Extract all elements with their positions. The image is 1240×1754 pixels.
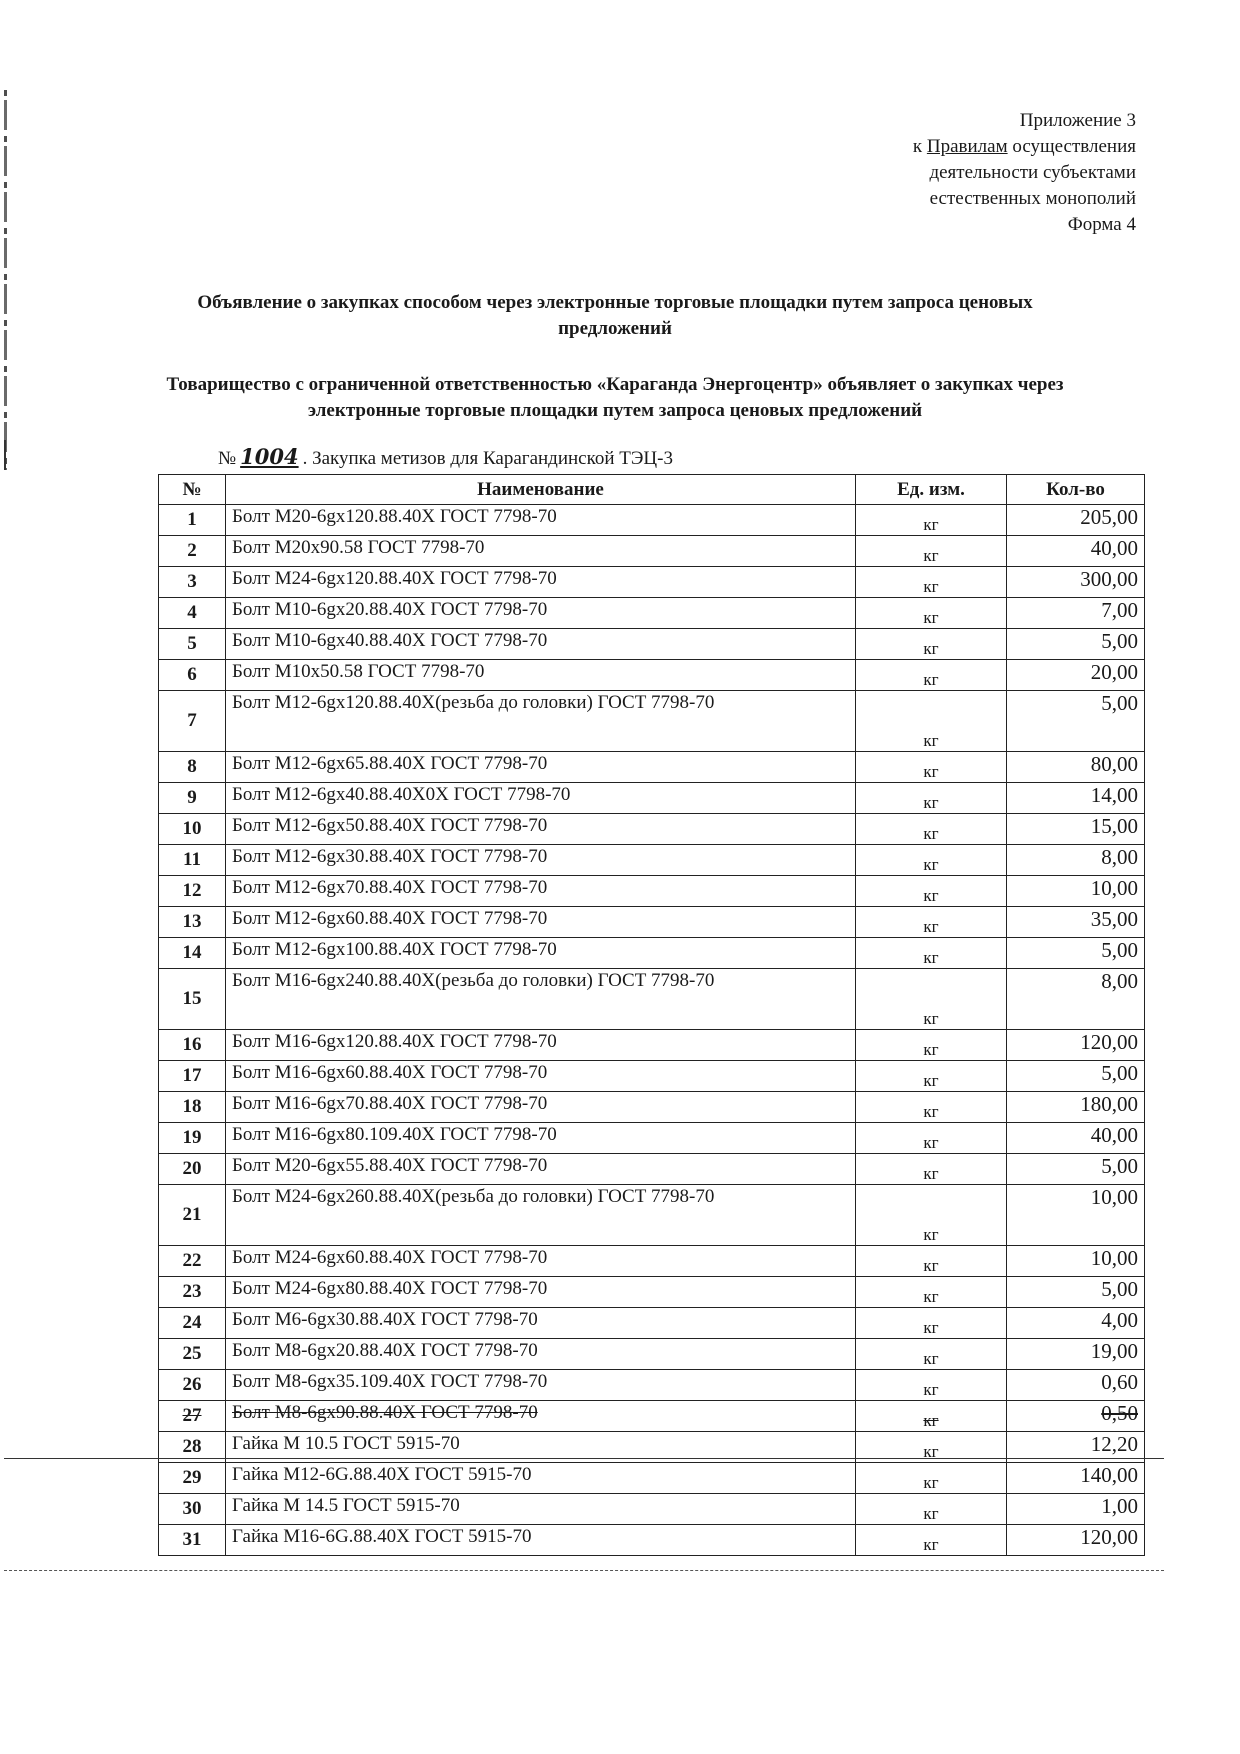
- row-number: 30: [159, 1494, 226, 1525]
- item-unit: кг: [856, 536, 1007, 567]
- item-quantity: 120,00: [1007, 1030, 1145, 1061]
- item-quantity: 5,00: [1007, 629, 1145, 660]
- row-number: 29: [159, 1463, 226, 1494]
- table-row: [159, 1246, 1145, 1277]
- appendix-line: деятельности субъектами: [929, 162, 1136, 183]
- item-unit: кг: [856, 1401, 1007, 1432]
- table-row: [159, 691, 1145, 752]
- item-name: Болт М8-6gх20.88.40Х ГОСТ 7798-70: [226, 1339, 856, 1370]
- item-unit: кг: [856, 1123, 1007, 1154]
- table-row: [159, 876, 1145, 907]
- row-number: 8: [159, 752, 226, 783]
- table-row: [159, 536, 1145, 567]
- item-unit: кг: [856, 1246, 1007, 1277]
- table-row: [159, 1154, 1145, 1185]
- item-unit: кг: [856, 907, 1007, 938]
- row-number: 27: [159, 1401, 226, 1432]
- item-quantity: 80,00: [1007, 752, 1145, 783]
- item-unit: кг: [856, 1277, 1007, 1308]
- item-quantity: 5,00: [1007, 691, 1145, 752]
- item-name: Болт М12-6gх65.88.40Х ГОСТ 7798-70: [226, 752, 856, 783]
- item-quantity: 12,20: [1007, 1432, 1145, 1463]
- item-unit: кг: [856, 1432, 1007, 1463]
- item-unit: кг: [856, 1185, 1007, 1246]
- item-unit: кг: [856, 1154, 1007, 1185]
- item-name: Болт М20х90.58 ГОСТ 7798-70: [226, 536, 856, 567]
- item-unit: кг: [856, 752, 1007, 783]
- row-number: 10: [159, 814, 226, 845]
- header-quantity: Кол-во: [1007, 475, 1145, 505]
- item-name: Болт М16-6gх60.88.40Х ГОСТ 7798-70: [226, 1061, 856, 1092]
- table-row: [159, 567, 1145, 598]
- row-number: 13: [159, 907, 226, 938]
- item-quantity: 300,00: [1007, 567, 1145, 598]
- item-quantity: 0,50: [1007, 1401, 1145, 1432]
- item-unit: кг: [856, 1308, 1007, 1339]
- item-name: Гайка М12-6G.88.40Х ГОСТ 5915-70: [226, 1463, 856, 1494]
- form-number: Форма 4: [1067, 214, 1136, 235]
- table-row: [159, 907, 1145, 938]
- table-row: [159, 598, 1145, 629]
- item-name: Болт М12-6gх120.88.40Х(резьба до головки) ГОСТ 7798-70: [226, 691, 856, 752]
- item-name: Гайка М 14.5 ГОСТ 5915-70: [226, 1494, 856, 1525]
- procurement-description: . Закупка метизов для Карагандинской ТЭЦ-3: [302, 448, 673, 469]
- item-unit: кг: [856, 1339, 1007, 1370]
- scan-edge-artifact: [4, 440, 6, 470]
- table-row: [159, 1370, 1145, 1401]
- item-unit: кг: [856, 1030, 1007, 1061]
- row-number: 22: [159, 1246, 226, 1277]
- item-name: Гайка М 10.5 ГОСТ 5915-70: [226, 1432, 856, 1463]
- row-number: 31: [159, 1525, 226, 1556]
- item-unit: кг: [856, 969, 1007, 1030]
- row-number: 16: [159, 1030, 226, 1061]
- table-row: [159, 1030, 1145, 1061]
- item-quantity: 5,00: [1007, 1277, 1145, 1308]
- row-number: 17: [159, 1061, 226, 1092]
- item-name: Болт М16-6gх70.88.40Х ГОСТ 7798-70: [226, 1092, 856, 1123]
- item-quantity: 7,00: [1007, 598, 1145, 629]
- organization-title: Товарищество с ограниченной ответственностью «Караганда Энергоцентр» объявляет о закупках через электронные торговые площадки путем запроса ценовых предложений: [166, 374, 1064, 421]
- item-name: Болт М12-6gх70.88.40Х ГОСТ 7798-70: [226, 876, 856, 907]
- item-quantity: 5,00: [1007, 1061, 1145, 1092]
- item-quantity: 15,00: [1007, 814, 1145, 845]
- item-quantity: 10,00: [1007, 1185, 1145, 1246]
- number-sign: №: [218, 448, 237, 469]
- item-name: Болт М16-6gх80.109.40Х ГОСТ 7798-70: [226, 1123, 856, 1154]
- item-unit: кг: [856, 505, 1007, 536]
- item-unit: кг: [856, 1494, 1007, 1525]
- item-name: Болт М24-6gх80.88.40Х ГОСТ 7798-70: [226, 1277, 856, 1308]
- item-quantity: 8,00: [1007, 969, 1145, 1030]
- item-name: Болт М24-6gх120.88.40Х ГОСТ 7798-70: [226, 567, 856, 598]
- items-table: [158, 474, 1145, 1556]
- row-number: 12: [159, 876, 226, 907]
- row-number: 9: [159, 783, 226, 814]
- item-name: Болт М12-6gх30.88.40Х ГОСТ 7798-70: [226, 845, 856, 876]
- table-row: [159, 1061, 1145, 1092]
- table-row: [159, 1339, 1145, 1370]
- item-quantity: 1,00: [1007, 1494, 1145, 1525]
- item-quantity: 205,00: [1007, 505, 1145, 536]
- item-unit: кг: [856, 783, 1007, 814]
- table-row: [159, 938, 1145, 969]
- announcement-title: Объявление о закупках способом через электронные торговые площадки путем запроса ценовых предложений: [197, 292, 1033, 339]
- item-unit: кг: [856, 660, 1007, 691]
- item-name: Болт М8-6gх35.109.40Х ГОСТ 7798-70: [226, 1370, 856, 1401]
- procurement-number: 1004: [240, 444, 299, 469]
- procurement-line: [218, 444, 673, 470]
- item-unit: кг: [856, 1525, 1007, 1556]
- table-header-row: [159, 475, 1145, 505]
- item-quantity: 40,00: [1007, 1123, 1145, 1154]
- item-quantity: 10,00: [1007, 876, 1145, 907]
- item-name: Болт М8-6gх90.88.40Х ГОСТ 7798-70: [226, 1401, 856, 1432]
- item-unit: кг: [856, 938, 1007, 969]
- item-name: Болт М16-6gх240.88.40Х(резьба до головки) ГОСТ 7798-70: [226, 969, 856, 1030]
- item-name: Болт М24-6gх60.88.40Х ГОСТ 7798-70: [226, 1246, 856, 1277]
- appendix-prefix: к: [912, 136, 927, 157]
- item-quantity: 40,00: [1007, 536, 1145, 567]
- item-unit: кг: [856, 598, 1007, 629]
- item-unit: кг: [856, 691, 1007, 752]
- row-number: 26: [159, 1370, 226, 1401]
- row-number: 18: [159, 1092, 226, 1123]
- item-name: Болт М10х50.58 ГОСТ 7798-70: [226, 660, 856, 691]
- item-name: Гайка М16-6G.88.40Х ГОСТ 5915-70: [226, 1525, 856, 1556]
- table-row: [159, 505, 1145, 536]
- item-quantity: 20,00: [1007, 660, 1145, 691]
- item-name: Болт М16-6gх120.88.40Х ГОСТ 7798-70: [226, 1030, 856, 1061]
- table-row: [159, 783, 1145, 814]
- item-name: Болт М12-6gх50.88.40Х ГОСТ 7798-70: [226, 814, 856, 845]
- item-unit: кг: [856, 876, 1007, 907]
- table-row: [159, 752, 1145, 783]
- row-number: 21: [159, 1185, 226, 1246]
- row-number: 11: [159, 845, 226, 876]
- item-quantity: 120,00: [1007, 1525, 1145, 1556]
- header-number: №: [159, 475, 226, 505]
- table-row: [159, 660, 1145, 691]
- appendix-line: [913, 134, 1136, 160]
- item-unit: кг: [856, 1092, 1007, 1123]
- row-number: 3: [159, 567, 226, 598]
- row-number: 25: [159, 1339, 226, 1370]
- item-name: Болт М20-6gх120.88.40Х ГОСТ 7798-70: [226, 505, 856, 536]
- row-number: 1: [159, 505, 226, 536]
- item-name: Болт М10-6gх40.88.40Х ГОСТ 7798-70: [226, 629, 856, 660]
- row-number: 14: [159, 938, 226, 969]
- table-row: [159, 845, 1145, 876]
- item-unit: кг: [856, 845, 1007, 876]
- item-name: Болт М20-6gх55.88.40Х ГОСТ 7798-70: [226, 1154, 856, 1185]
- item-name: Болт М12-6gх100.88.40Х ГОСТ 7798-70: [226, 938, 856, 969]
- item-unit: кг: [856, 1370, 1007, 1401]
- appendix-line: естественных монополий: [929, 188, 1136, 209]
- row-number: 6: [159, 660, 226, 691]
- table-row: [159, 1525, 1145, 1556]
- item-name: Болт М12-6gх40.88.40Х0Х ГОСТ 7798-70: [226, 783, 856, 814]
- item-unit: кг: [856, 1463, 1007, 1494]
- table-row: [159, 1277, 1145, 1308]
- item-name: Болт М6-6gх30.88.40Х ГОСТ 7798-70: [226, 1308, 856, 1339]
- item-quantity: 8,00: [1007, 845, 1145, 876]
- appendix-suffix: осуществления: [1007, 136, 1136, 157]
- table-row: [159, 1463, 1145, 1494]
- row-number: 7: [159, 691, 226, 752]
- table-row: [159, 1401, 1145, 1432]
- table-row: [159, 1123, 1145, 1154]
- row-number: 2: [159, 536, 226, 567]
- row-number: 24: [159, 1308, 226, 1339]
- appendix-line: Приложение 3: [1019, 110, 1136, 131]
- dashed-scan-line: [4, 1570, 1164, 1571]
- item-quantity: 180,00: [1007, 1092, 1145, 1123]
- row-number: 23: [159, 1277, 226, 1308]
- item-name: Болт М12-6gх60.88.40Х ГОСТ 7798-70: [226, 907, 856, 938]
- item-quantity: 5,00: [1007, 1154, 1145, 1185]
- item-quantity: 10,00: [1007, 1246, 1145, 1277]
- item-name: Болт М10-6gх20.88.40Х ГОСТ 7798-70: [226, 598, 856, 629]
- item-quantity: 14,00: [1007, 783, 1145, 814]
- header-name: Наименование: [226, 475, 856, 505]
- strike-through-line: [4, 1458, 1164, 1459]
- table-row: [159, 814, 1145, 845]
- rules-link[interactable]: Правилам: [926, 136, 1008, 157]
- appendix-header: [913, 108, 1136, 238]
- item-unit: кг: [856, 1061, 1007, 1092]
- row-number: 20: [159, 1154, 226, 1185]
- row-number: 15: [159, 969, 226, 1030]
- item-quantity: 5,00: [1007, 938, 1145, 969]
- item-quantity: 19,00: [1007, 1339, 1145, 1370]
- item-unit: кг: [856, 567, 1007, 598]
- row-number: 5: [159, 629, 226, 660]
- table-row: [159, 1185, 1145, 1246]
- table-row: [159, 1308, 1145, 1339]
- row-number: 19: [159, 1123, 226, 1154]
- table-row: [159, 1092, 1145, 1123]
- item-quantity: 0,60: [1007, 1370, 1145, 1401]
- row-number: 4: [159, 598, 226, 629]
- table-body: [159, 505, 1145, 1556]
- item-name: Болт М24-6gх260.88.40Х(резьба до головки) ГОСТ 7798-70: [226, 1185, 856, 1246]
- table-row: [159, 1494, 1145, 1525]
- item-quantity: 4,00: [1007, 1308, 1145, 1339]
- table-row: [159, 629, 1145, 660]
- item-unit: кг: [856, 629, 1007, 660]
- item-unit: кг: [856, 814, 1007, 845]
- scan-edge-artifact: [4, 90, 7, 470]
- item-quantity: 35,00: [1007, 907, 1145, 938]
- item-quantity: 140,00: [1007, 1463, 1145, 1494]
- header-unit: Ед. изм.: [856, 475, 1007, 505]
- row-number: 28: [159, 1432, 226, 1463]
- table-row: [159, 969, 1145, 1030]
